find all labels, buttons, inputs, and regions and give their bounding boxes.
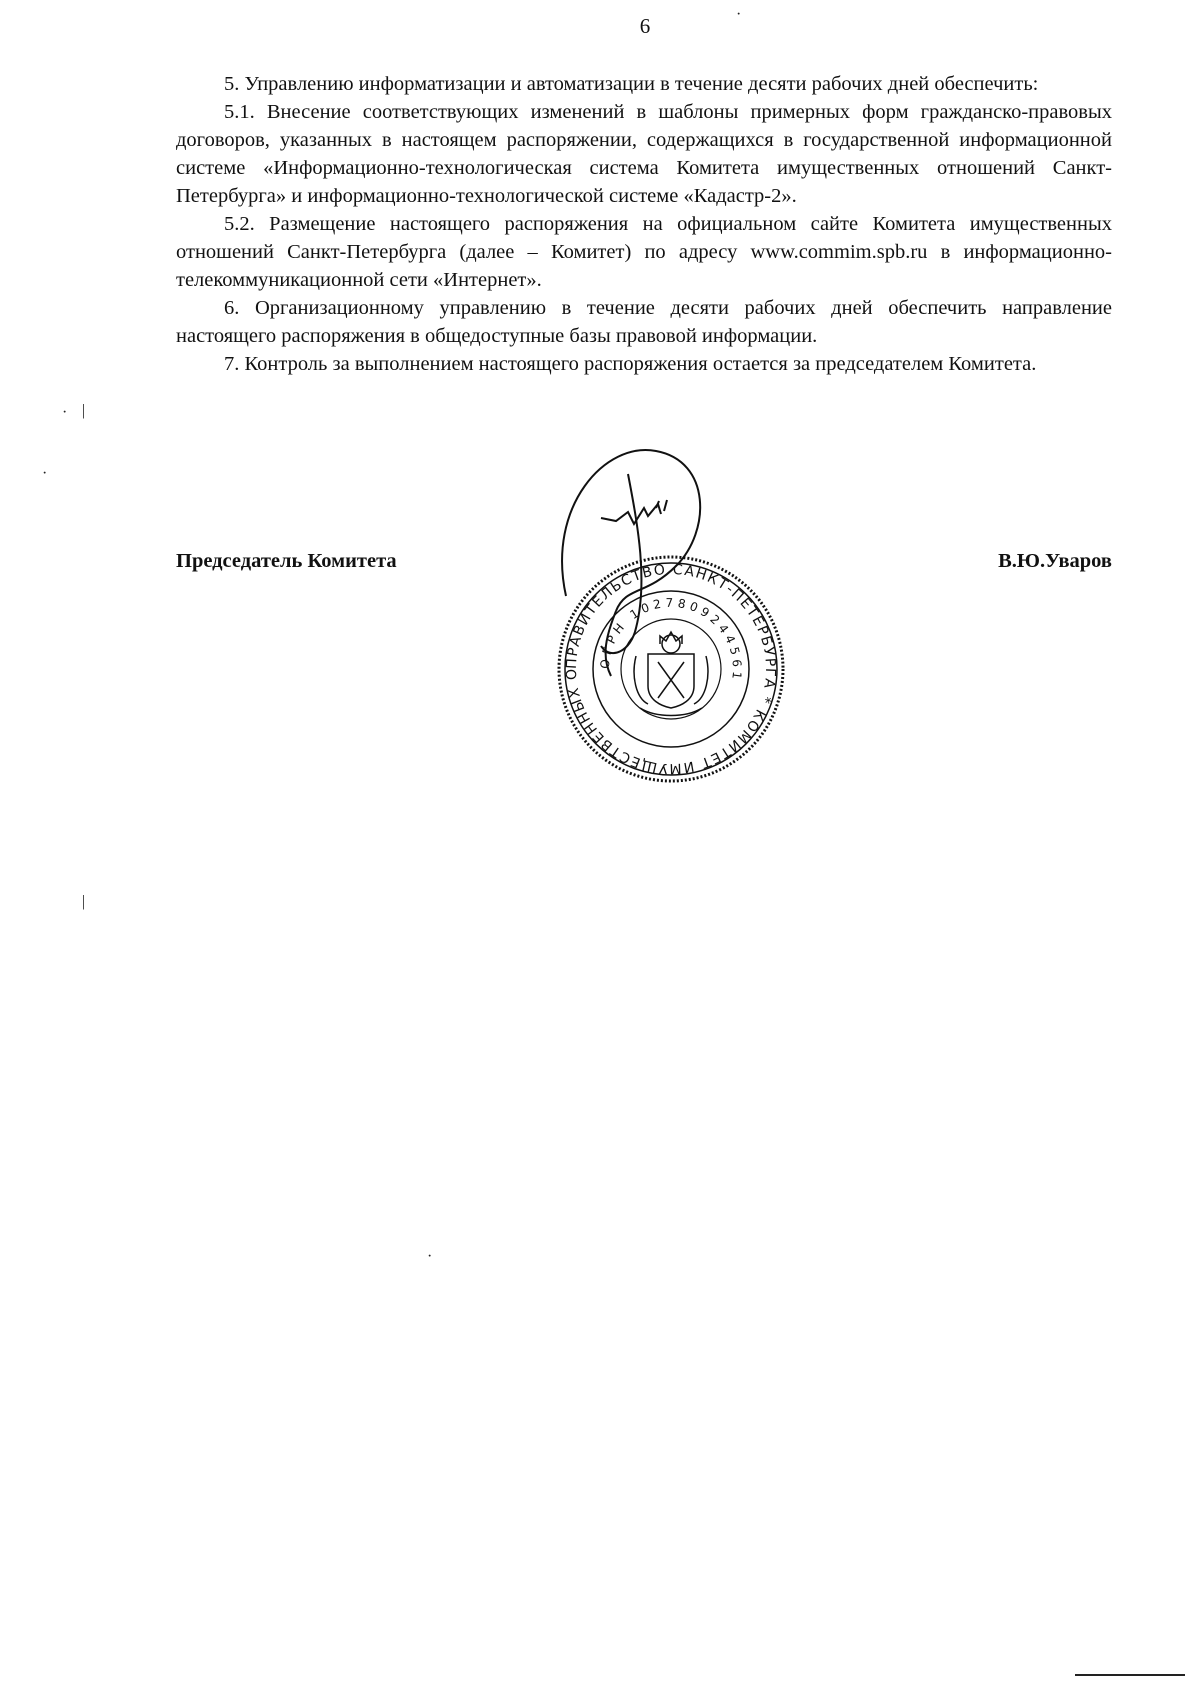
signatory-title: Председатель Комитета [176,550,397,572]
svg-text:ОГРН 1027809244561: ОГРН 1027809244561 [597,595,745,684]
paragraph-5: 5. Управлению информатизации и автоматизации в течение десяти рабочих дней обеспечить: [224,73,1039,95]
signatory-name: В.Ю.Уваров [998,550,1112,572]
margin-mark: | [82,893,86,910]
coat-of-arms-emblem [634,632,708,716]
margin-mark: · [42,465,48,482]
seal-and-signature-graphic [536,446,806,846]
seal-text [536,446,778,776]
paragraph-7: 7. Контроль за выполнением настоящего распоряжения остается за председателем Комитета. [224,353,1037,375]
paragraph-6: 6. Организационному управлению в течение десяти рабочих дней обеспечить направление настоящего распоряжения в общедоступные базы правовой информации. [176,297,1112,347]
margin-mark: · [62,404,68,421]
document-body [176,70,1112,378]
svg-text:ПРАВИТЕЛЬСТВО САНКТ-ПЕТЕРБУРГА: ПРАВИТЕЛЬСТВО САНКТ-ПЕТЕРБУРГА * КОМИТЕТ ИМУЩЕСТВЕННЫХ О [563,561,779,777]
page-number: 6 [639,14,651,38]
seal-rings [559,557,783,781]
margin-mark: | [82,402,86,419]
margin-mark: · [427,1248,433,1265]
paragraph-5-2: 5.2. Размещение настоящего распоряжения на официальном сайте Комитета имущественных отношений Санкт-Петербурга (далее – Комитет) по адресу www.commim.spb.ru в информационно-телекоммуникационной сети «Интернет». [176,213,1112,291]
margin-mark: · [736,6,742,23]
official-seal [536,446,806,846]
paragraph-5-1: 5.1. Внесение соответствующих изменений в шаблоны примерных форм гражданско-правовых договоров, указанных в настоящем распоряжении, содержащихся в государственной информационной системе «Информационно-технологическая система Комитета имущественных отношений Санкт-Петербурга» и информационно-технологической системе «Кадастр-2». [176,101,1112,207]
bottom-rule [1075,1674,1185,1676]
